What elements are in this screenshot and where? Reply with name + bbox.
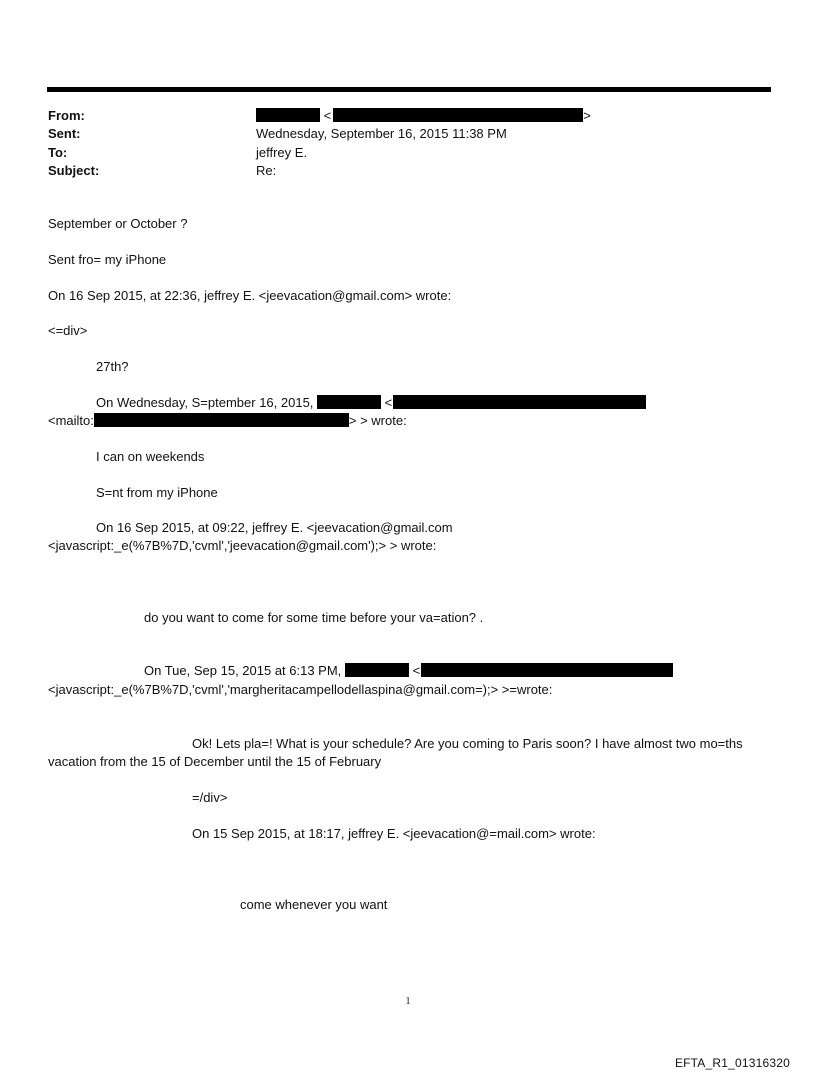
body-line: do you want to come for some time before your va=ation? . xyxy=(144,610,484,625)
from-label: From: xyxy=(48,108,85,123)
to-value: jeffrey E. xyxy=(256,145,308,160)
body-text: On Tue, Sep 15, 2015 at 6:13 PM, xyxy=(144,663,342,678)
redaction-box xyxy=(333,108,583,122)
body-line: On 16 Sep 2015, at 22:36, jeffrey E. <jeevacation@gmail.com> wrote: xyxy=(48,288,452,303)
redaction-box xyxy=(317,395,381,409)
body-line: 27th? xyxy=(96,359,129,374)
body-line: come whenever you want xyxy=(240,897,388,912)
header-rule xyxy=(47,87,771,92)
body-text: <mailto: xyxy=(48,413,94,428)
body-line xyxy=(96,395,646,411)
body-line: <javascript:_e(%7B%7D,'cvml','jeevacation@gmail.com');> > wrote: xyxy=(48,538,437,553)
document-id: EFTA_R1_01316320 xyxy=(674,1056,790,1070)
subject-value: Re: xyxy=(256,163,277,178)
body-line: On 16 Sep 2015, at 09:22, jeffrey E. <jeevacation@gmail.com xyxy=(96,520,453,535)
redaction-box xyxy=(345,663,409,677)
to-label: To: xyxy=(48,145,68,160)
sent-label: Sent: xyxy=(48,126,81,141)
body-line: <javascript:_e(%7B%7D,'cvml','margheritacampellodellaspina@gmail.com=);> >=wrote: xyxy=(48,682,553,697)
body-line: Ok! Lets pla=! What is your schedule? Are you coming to Paris soon? I have almost two mo=ths xyxy=(192,736,743,751)
body-line xyxy=(144,663,673,679)
redaction-box xyxy=(256,108,320,122)
from-value xyxy=(256,108,591,124)
body-line: <=div> xyxy=(48,323,88,338)
redaction-box xyxy=(421,663,673,677)
page-number: 1 xyxy=(405,996,411,1007)
from-lt: < xyxy=(323,108,332,123)
subject-label: Subject: xyxy=(48,163,100,178)
body-text: > > wrote: xyxy=(348,413,407,428)
body-line: Sent fro= my iPhone xyxy=(48,252,167,267)
body-line: September or October ? xyxy=(48,216,188,231)
body-text: On Wednesday, S=ptember 16, 2015, xyxy=(96,395,314,410)
body-text: < xyxy=(412,663,421,678)
body-line xyxy=(48,413,407,429)
body-line: vacation from the 15 of December until the 15 of February xyxy=(48,754,382,769)
from-gt: > xyxy=(583,108,591,123)
body-line: I can on weekends xyxy=(96,449,205,464)
sent-value: Wednesday, September 16, 2015 11:38 PM xyxy=(256,126,507,141)
redaction-box xyxy=(393,395,646,409)
body-line: =/div> xyxy=(192,790,228,805)
body-line: On 15 Sep 2015, at 18:17, jeffrey E. <jeevacation@=mail.com> wrote: xyxy=(192,826,596,841)
body-text: < xyxy=(384,395,393,410)
body-line: S=nt from my iPhone xyxy=(96,485,218,500)
redaction-box xyxy=(94,413,349,427)
